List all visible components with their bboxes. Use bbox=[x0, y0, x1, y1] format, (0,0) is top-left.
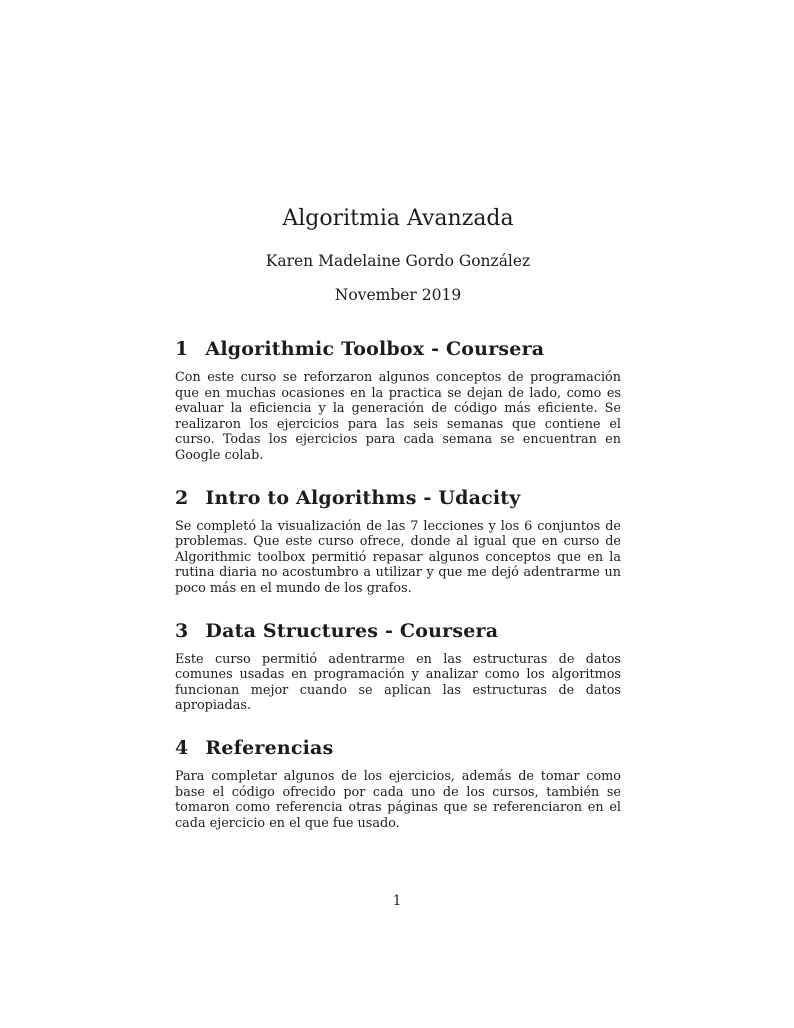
section-referencias bbox=[175, 738, 621, 831]
section-paragraph: Con este curso se reforzaron algunos conceptos de programación que en muchas ocasiones en la practica se dejan de lado, como es evaluar la eficiencia y la generación de código más eficiente. Se realizaron los ejercicios para las seis semanas que contiene el curso. Todas los ejercicios para cada semana se encuentran en Google colab. bbox=[175, 370, 621, 463]
section-title: Referencias bbox=[205, 736, 334, 759]
section-title: Intro to Algorithms - Udacity bbox=[205, 486, 521, 509]
section-algorithmic-toolbox bbox=[175, 339, 621, 464]
document-content-column bbox=[175, 0, 621, 831]
section-heading bbox=[175, 488, 621, 508]
section-heading bbox=[175, 621, 621, 641]
section-paragraph: Se completó la visualización de las 7 lecciones y los 6 conjuntos de problemas. Que este curso ofrece, donde al igual que en curso de Algorithmic toolbox permitió repasar algunos conceptos que en la rutina diaria no acostumbro a utilizar y que me dejó adentrarme un poco más en el mundo de los grafos. bbox=[175, 518, 621, 596]
section-title: Data Structures - Coursera bbox=[205, 619, 499, 642]
section-number: 3 bbox=[175, 619, 189, 642]
section-title: Algorithmic Toolbox - Coursera bbox=[205, 338, 545, 360]
section-number: 4 bbox=[175, 736, 189, 759]
document-title: Algoritmia Avanzada bbox=[282, 206, 514, 231]
section-number: 2 bbox=[175, 486, 189, 509]
section-data-structures bbox=[175, 621, 621, 714]
document-author: Karen Madelaine Gordo González bbox=[265, 252, 531, 270]
document-date: November 2019 bbox=[334, 286, 462, 304]
section-heading bbox=[175, 738, 621, 758]
section-intro-to-algorithms bbox=[175, 488, 621, 597]
section-paragraph: Para completar algunos de los ejercicios, además de tomar como base el código ofrecido por cada uno de los cursos, también se tomaron como referencia otras páginas que se referenciaron en el cada ejercicio en el que fue usado. bbox=[175, 768, 621, 831]
section-number: 1 bbox=[175, 338, 189, 360]
section-paragraph: Este curso permitió adentrarme en las estructuras de datos comunes usadas en programación y analizar como los algoritmos funcionan mejor cuando se aplican las estructuras de datos apropiadas. bbox=[175, 651, 621, 714]
title-block bbox=[175, 0, 621, 304]
section-heading bbox=[175, 339, 621, 359]
page-number: 1 bbox=[392, 893, 402, 909]
